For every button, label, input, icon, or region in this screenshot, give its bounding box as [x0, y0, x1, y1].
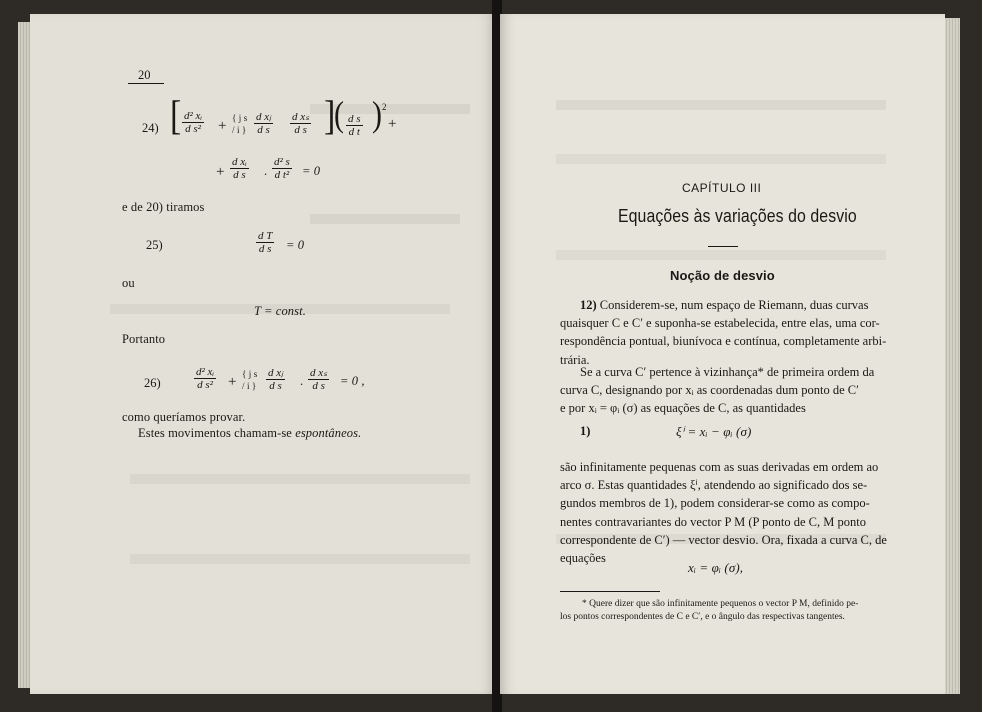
right-page-edges — [944, 18, 960, 694]
equation-1: ξⁱ = xᵢ − φᵢ (σ) — [676, 424, 752, 439]
equation-24-frac-e: $\frac{\text{d xᵢ}}{\text{d s}}$ — [232, 156, 247, 181]
text-estes-movimentos: Estes movimentos chamam-se espontâneos. — [138, 426, 362, 440]
page-number: 20 — [138, 68, 151, 82]
bleed-through-mark — [310, 214, 460, 224]
chapter-heading: CAPÍTULO III — [682, 181, 762, 195]
paragraph-se-line: curva C, designando por xᵢ as coordenadas dum ponto de C′ — [560, 383, 859, 398]
paragraph-sao-line: correspondente de C′) — vector desvio. Ora, fixada a curva C, de — [560, 532, 887, 547]
bleed-through-mark — [556, 154, 886, 164]
equation-24-dot: . — [264, 164, 268, 178]
equation-24-plus-2: + — [388, 116, 397, 132]
paragraph-sao-line: gundos membros de 1), podem considerar-se como as compo- — [560, 496, 870, 511]
equation-24-frac-f: $\frac{\text{d² s}}{\text{d t²}}$ — [274, 156, 290, 181]
paragraph-12-line: trária. — [560, 352, 590, 367]
equation-26-label: 26) — [144, 376, 161, 390]
equation-26-christoffel: { j s / i } — [242, 369, 258, 391]
equation-curve-c: xᵢ = φᵢ (σ), — [688, 560, 744, 575]
equation-24-frac-c: $\frac{\text{d xₛ}}{\text{d s}}$ — [292, 111, 310, 136]
footnote-rule — [560, 591, 660, 592]
text-ou: ou — [122, 276, 135, 290]
footnote-line: los pontos correspondentes de C e C′, e o ângulo das respectivas tangentes. — [560, 612, 845, 622]
equation-24-line2-plus: + — [216, 164, 225, 180]
equation-24-plus-1: + — [218, 118, 227, 134]
paragraph-se-line: e por xᵢ = φᵢ (σ) as equações de C, as quantidades — [560, 401, 806, 416]
equation-24-close-paren: ) — [372, 94, 382, 135]
title-rule — [708, 246, 738, 247]
paragraph-12 — [560, 296, 887, 369]
equation-26-equals-zero: = 0 , — [340, 374, 365, 388]
paragraph-sao-line: nentes contravariantes do vector P M (P ponto de C, M ponto — [560, 514, 866, 529]
paragraph-se-line: Se a curva C′ pertence à vizinhança* de primeira ordem da — [580, 365, 875, 379]
left-page — [30, 14, 495, 694]
right-page — [500, 14, 945, 694]
equation-26-frac-a: $\frac{\text{d² xᵢ}}{\text{d s²}}$ — [196, 366, 215, 391]
paragraph-sao-line: são infinitamente pequenas com as suas derivadas em ordem ao — [560, 460, 879, 474]
equation-24-power: 2 — [382, 102, 387, 112]
bleed-through-mark — [130, 474, 470, 484]
equation-24-open-paren: ( — [334, 94, 344, 135]
equation-24-open-bracket: [ — [170, 94, 182, 139]
equation-25-label: 25) — [146, 238, 163, 252]
equation-t-const: T = const. — [254, 304, 306, 318]
equation-26-plus: + — [228, 374, 237, 390]
equation-24-close-bracket: ] — [324, 94, 336, 139]
footnote — [560, 598, 880, 624]
equation-26-frac-c: $\frac{\text{d xₛ}}{\text{d s}}$ — [310, 367, 328, 392]
equation-24-label: 24) — [142, 121, 159, 135]
equation-24-frac-a: $\frac{\text{d² xᵢ}}{\text{d s²}}$ — [184, 110, 203, 135]
paragraph-12-line: 12) Considerem-se, num espaço de Riemann, duas curvas — [580, 298, 869, 312]
equation-24-frac-d: $\frac{\text{d s}}{\text{d t}}$ — [348, 113, 361, 138]
equation-25-equals-zero: = 0 — [286, 238, 305, 252]
paragraph-se-a-curva — [560, 363, 880, 418]
paragraph-sao — [560, 458, 887, 567]
equation-26-frac-b: $\frac{\text{d xⱼ}}{\text{d s}}$ — [268, 367, 284, 392]
equation-26-dot: . — [300, 374, 304, 388]
chapter-title: Equações às variações do desvio — [618, 206, 857, 226]
paragraph-sao-line: arco σ. Estas quantidades ξⁱ, atendendo ao significado dos se- — [560, 478, 868, 493]
equation-24-equals-zero: = 0 — [302, 164, 321, 178]
bleed-through-mark — [556, 100, 886, 110]
text-portanto: Portanto — [122, 332, 166, 346]
equation-24-frac-b: $\frac{\text{d xⱼ}}{\text{d s}}$ — [256, 111, 272, 136]
paragraph-12-line: respondência pontual, biunívoca e contínua, completamente arbi- — [560, 334, 887, 349]
bleed-through-mark — [556, 250, 886, 260]
text-como-queriamos: como queríamos provar. — [122, 410, 246, 424]
text-e-de-20: e de 20) tiramos — [122, 200, 205, 214]
bleed-through-mark — [130, 554, 470, 564]
paragraph-sao-line: equações — [560, 551, 606, 566]
equation-24-christoffel: { j s / i } — [232, 113, 248, 135]
footnote-line: * Quere dizer que são infinitamente pequenos o vector P M, definido pe- — [582, 599, 859, 609]
section-heading: Noção de desvio — [670, 268, 775, 283]
page-number-rule — [128, 83, 164, 84]
equation-25-frac: $\frac{\text{d T}}{\text{d s}}$ — [258, 230, 273, 255]
paragraph-12-line: quaisquer C e C′ e suponha-se estabelecida, entre elas, uma cor- — [560, 316, 880, 331]
equation-1-label: 1) — [580, 424, 591, 438]
